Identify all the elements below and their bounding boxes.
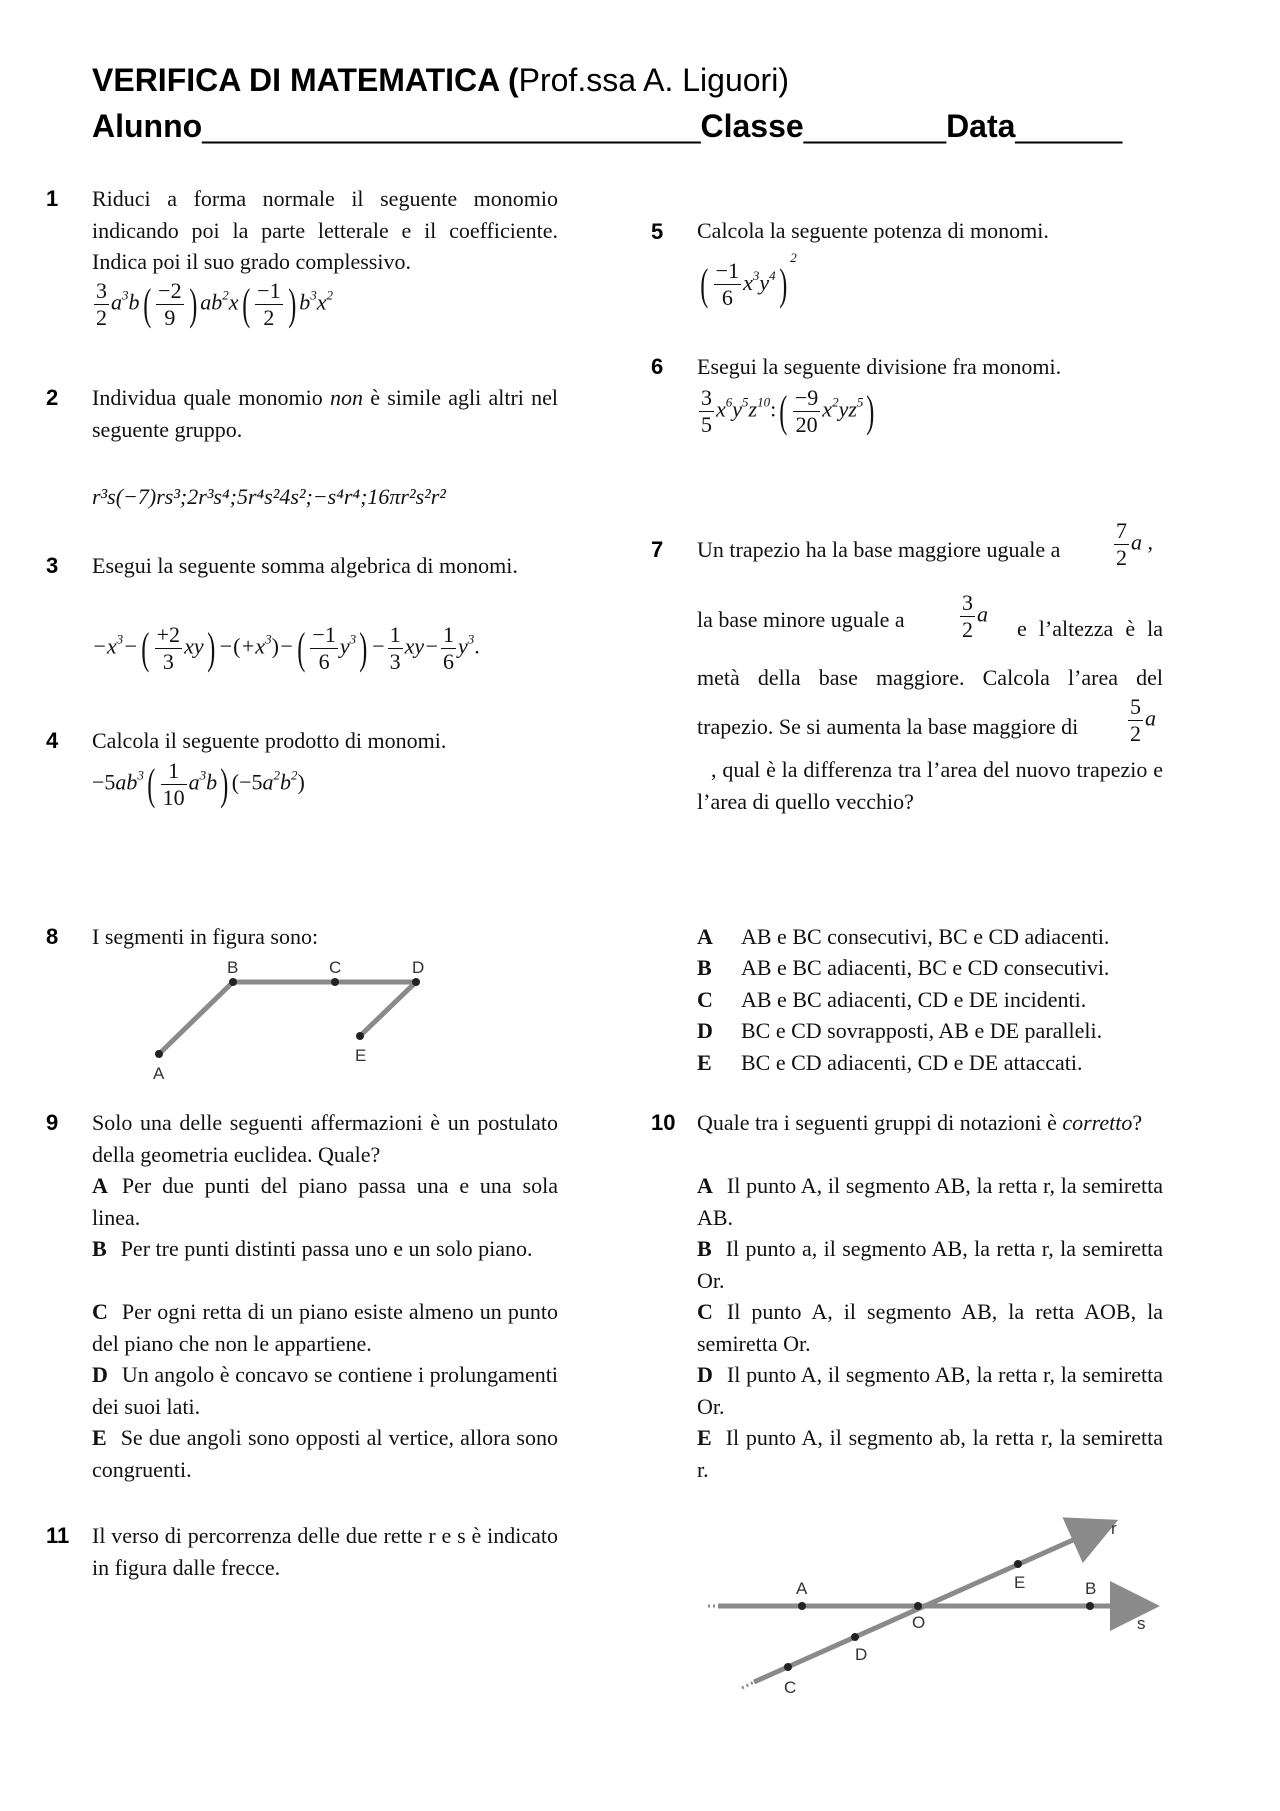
point-o [914, 1602, 922, 1610]
choice-item[interactable]: B AB e BC adiacenti, BC e CD consecutivi. [697, 955, 1110, 980]
exercise-number: 7 [651, 537, 664, 562]
choice-item[interactable]: D Il punto A, il segmento AB, la retta r, la semiretta Or. [697, 1362, 1163, 1419]
point-b [1086, 1602, 1094, 1610]
exercise-7-line-1: Un trapezio ha la base maggiore uguale a [697, 537, 1061, 562]
exercise-number: 1 [46, 186, 59, 211]
choice-item[interactable]: C Il punto A, il segmento AB, la retta AOB, la semiretta Or. [697, 1299, 1163, 1356]
point-c [331, 978, 339, 986]
choice-item[interactable]: A AB e BC consecutivi, BC e CD adiacenti. [697, 924, 1110, 949]
point-e [356, 1032, 364, 1040]
choice-item[interactable]: C Per ogni retta di un piano esiste almeno un punto del piano che non le appartiene. [92, 1299, 558, 1356]
point-c [784, 1663, 792, 1671]
choice-item[interactable]: E BC e CD adiacenti, CD e DE attaccati. [697, 1050, 1083, 1075]
exercise-1-text: Riduci a forma normale il seguente monomio indicando poi la parte letterale e il coefficiente. Indica poi il suo grado complessivo. [92, 186, 558, 274]
label-r: r [1111, 1519, 1117, 1538]
exercise-7-fraction-2: $\frac{3}{2}$ a [962, 590, 988, 642]
exercise-2-expression: r³s(−7)rs³;2r³s⁴;5r⁴s²4s²;−s⁴r⁴;16πr²s²r² [92, 484, 446, 509]
exercise-1-expression: $\frac{3}{2}$ $a^3b$( $\frac{-2}{9}$ ) $ab^2x$( $\frac{-1}{2}$ ) $b^3x^2$ [96, 278, 333, 330]
point-a [155, 1050, 163, 1058]
choice-item[interactable]: D BC e CD sovrapposti, AB e DE paralleli. [697, 1018, 1103, 1043]
exercise-number: 9 [46, 1110, 59, 1135]
exercise-number: 11 [46, 1523, 70, 1548]
segment-de [360, 982, 416, 1036]
label-d: D [855, 1645, 868, 1664]
point-d [851, 1633, 859, 1641]
exercise-2-text: Individua quale monomio non è simile agli altri nel seguente gruppo. [92, 385, 558, 442]
label-s: s [1137, 1614, 1146, 1633]
exercise-11-text: Il verso di percorrenza delle due rette r e s è indicato in figura dalle frecce. [92, 1523, 558, 1580]
choice-item[interactable]: A Il punto A, il segmento AB, la retta r, la semiretta AB. [697, 1173, 1163, 1230]
point-d [412, 978, 420, 986]
exercise-9-text: Solo una delle seguenti affermazioni è un postulato della geometria euclidea. Quale? [92, 1110, 558, 1167]
exercise-6-text: Esegui la seguente divisione fra monomi. [697, 354, 1062, 379]
label-c: C [784, 1678, 797, 1697]
exercise-number: 3 [46, 553, 59, 578]
exercise-7-body: e l’altezza è la metà della base maggiore. Calcola l’area del trapezio. Se si aumenta la base maggiore di [697, 616, 1163, 739]
lines-figure [700, 1510, 1160, 1700]
label-d: D [412, 958, 425, 977]
exercise-7-fraction-1: $\frac{7}{2}$ a , [1116, 518, 1153, 570]
exercise-3-expression: $-x^3-$( $\frac{+2}{3}$ $xy) -(+x^3)-$( $\frac{-1}{6}$ $y^3$) − $\frac{1}{3}$ xy− $\frac{1}{6}$ $y^3$. [92, 622, 480, 674]
exercise-7-fraction-3: $\frac{5}{2}$ a [1130, 694, 1156, 746]
choice-item[interactable]: B Il punto a, il segmento AB, la retta r, la semiretta Or. [697, 1236, 1163, 1293]
choice-item[interactable]: B Per tre punti distinti passa uno e un solo piano. [92, 1236, 533, 1261]
exercise-7-line-2: la base minore uguale a [697, 607, 905, 632]
exercise-10-text: Quale tra i seguenti gruppi di notazioni è corretto? [697, 1110, 1143, 1135]
exercise-4-text: Calcola il seguente prodotto di monomi. [92, 728, 447, 753]
exercise-4-expression: $-5ab^3$( $\frac{1}{10}$ $a^3b$) $(-5a^2b^2)$ [92, 758, 305, 810]
exercise-8-text: I segmenti in figura sono: [92, 924, 319, 949]
point-a [798, 1602, 806, 1610]
choice-item[interactable]: C AB e BC adiacenti, CD e DE incidenti. [697, 987, 1087, 1012]
label-c: C [329, 958, 342, 977]
label-a: A [796, 1579, 808, 1598]
segment-ab [159, 982, 233, 1054]
exercise-number: 5 [651, 219, 664, 244]
exercise-number: 10 [651, 1110, 676, 1135]
exercise-5-text: Calcola la seguente potenza di monomi. [697, 218, 1049, 243]
choice-item[interactable]: A Per due punti del piano passa una e una sola linea. [92, 1173, 558, 1230]
exercise-number: 2 [46, 385, 59, 410]
point-b [229, 978, 237, 986]
segments-figure [140, 955, 440, 1085]
choice-item[interactable]: E Il punto A, il segmento ab, la retta r, la semiretta r. [697, 1425, 1163, 1482]
label-b: B [1085, 1579, 1097, 1598]
label-e: E [355, 1046, 367, 1065]
exercise-number: 8 [46, 924, 59, 949]
label-o: O [912, 1613, 926, 1632]
label-b: B [227, 958, 239, 977]
exercise-5-expression: ( $\frac{-1}{6}$ $x^3y^4)^2$ [700, 250, 797, 311]
label-e: E [1014, 1573, 1026, 1592]
exercise-3-text: Esegui la seguente somma algebrica di monomi. [92, 553, 518, 578]
choice-item[interactable]: D Un angolo è concavo se contiene i prolungamenti dei suoi lati. [92, 1362, 558, 1419]
exercise-6-expression: $\frac{3}{5}$ $x^6y^5z^{10}$:( $\frac{-9}{20}$ $x^2yz^5$) [701, 385, 875, 437]
choice-item[interactable]: E Se due angoli sono opposti al vertice, allora sono congruenti. [92, 1425, 558, 1482]
student-info-line: Alunno____________________________Classe________Data______ [92, 108, 1123, 144]
exercise-7-question: , qual è la differenza tra l’area del nuovo trapezio e l’area di quello vecchio? [697, 757, 1163, 814]
exercise-number: 4 [46, 728, 59, 753]
test-title: VERIFICA DI MATEMATICA (Prof.ssa A. Liguori) [92, 62, 789, 98]
point-e [1014, 1560, 1022, 1568]
exercise-number: 6 [651, 354, 664, 379]
label-a: A [153, 1064, 165, 1083]
